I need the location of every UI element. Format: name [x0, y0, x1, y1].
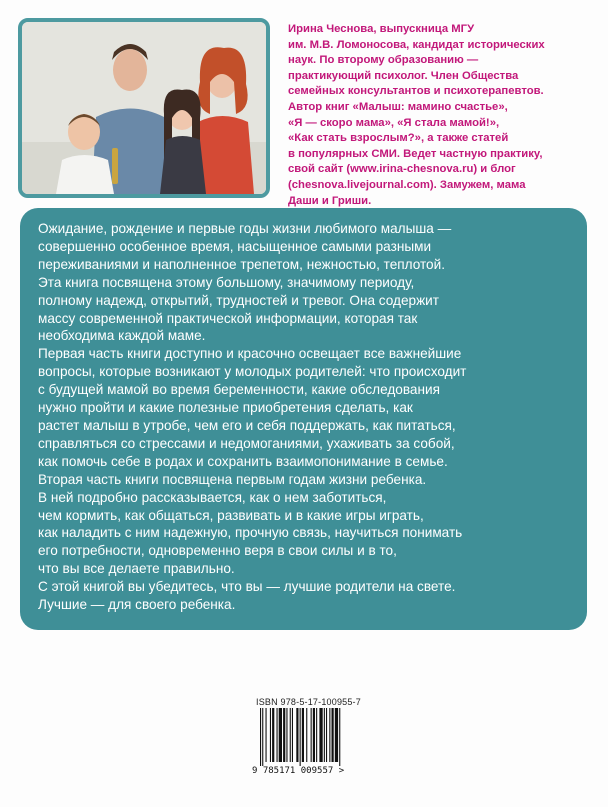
description-line: полному надежд, открытий, трудностей и тревог. Она содержит: [38, 292, 439, 308]
description-line: Лучшие — для своего ребенка.: [38, 597, 236, 613]
description-line: с будущей мамой во время беременности, какие обследования: [38, 382, 440, 398]
description-line: необходима каждой маме.: [38, 328, 206, 344]
description-line: Первая часть книги доступно и красочно освещает все важнейшие: [38, 346, 462, 362]
description-line: справляться со стрессами и недомоганиями, ухаживать за собой,: [38, 435, 455, 451]
description-line: Ожидание, рождение и первые годы жизни любимого малыша —: [38, 221, 452, 236]
bio-line: семейных консультантов и психотерапевтов.: [288, 85, 544, 98]
description-line: совершенно особенное время, насыщенное самыми разными: [38, 238, 432, 254]
description-line: что вы все делаете правильно.: [38, 561, 235, 577]
isbn-label: ISBN 978-5-17-100955-7: [256, 697, 361, 707]
author-bio: [288, 22, 593, 209]
bio-line: в популярных СМИ. Ведет частную практику,: [288, 147, 543, 160]
family-photo-illustration: [22, 22, 266, 194]
description-line: Эта книга посвящена этому большому, значимому периоду,: [38, 274, 415, 290]
bio-line: (chesnova.livejournal.com). Замужем, мама: [288, 178, 526, 191]
description-line: его потребности, одновременно веря в свои силы и в то,: [38, 543, 397, 559]
description-line: нужно пройти и какие полезные приобретения сделать, как: [38, 400, 413, 416]
bio-line: практикующий психолог. Член Общества: [288, 69, 519, 82]
description-line: В ней подробно рассказывается, как о нем заботиться,: [38, 489, 387, 505]
bio-line: «Я — скоро мама», «Я стала мамой!»,: [288, 116, 500, 129]
description-line: С этой книгой вы убедитесь, что вы — лучшие родители на свете.: [38, 579, 456, 595]
description-line: чем кормить, как общаться, развивать и в какие игры играть,: [38, 507, 424, 523]
description-line: как наладить с ним надежную, прочную связь, научиться понимать: [38, 525, 463, 541]
description-line: растет малыш в утробе, чем его и себя поддержать, как питаться,: [38, 417, 456, 433]
description-line: вопросы, которые возникают у молодых родителей: что происходит: [38, 364, 467, 380]
bio-line: свой сайт (www.irina-chesnova.ru) и блог: [288, 163, 516, 176]
book-description: [38, 220, 583, 614]
isbn-digits: 9 785171 009557 >: [252, 766, 345, 776]
bio-line: «Как стать взрослым?», а также статей: [288, 132, 509, 145]
description-line: массу современной практической информации, которая так: [38, 310, 418, 326]
description-line: как помочь себе в родах и сохранить взаимопонимание в семье.: [38, 453, 448, 469]
author-family-photo: [18, 18, 270, 198]
description-line: Вторая часть книги посвящена первым годам жизни ребенка.: [38, 471, 427, 487]
bio-line: Автор книг «Малыш: мамино счастье»,: [288, 100, 508, 113]
bio-line: Ирина Чеснова, выпускница МГУ: [288, 23, 475, 35]
barcode-icon: [258, 708, 382, 766]
description-line: переживаниями и наполненное трепетом, нежностью, теплотой.: [38, 256, 445, 272]
bio-line: им. М.В. Ломоносова, кандидат исторических: [288, 38, 545, 51]
bio-line: Даши и Гриши.: [288, 194, 372, 207]
bio-line: наук. По второму образованию —: [288, 54, 479, 67]
